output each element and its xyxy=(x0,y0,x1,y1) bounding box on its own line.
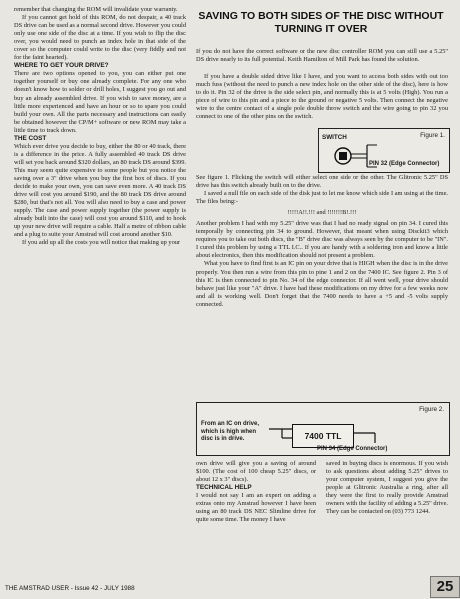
file-names: !!!!!A!!.!!! and !!!!!!!B!.!!! xyxy=(287,209,357,217)
article-title-line-2: TURNING IT OVER xyxy=(274,23,368,35)
heading-technical-help: TECHNICAL HELP xyxy=(196,484,252,492)
figure-1-caption: Figure 1. xyxy=(420,132,445,139)
figure-2-caption: Figure 2. xyxy=(419,406,444,413)
switch-paragraph-a-text: If you have a double sided drive like I have, and you want to access both sides with out too much fuss (without the need to punch a new index hole on the other side of the disc), here is how to do it. Pin 32 of the drive is the side select pin, and normally this is at 5 volts (High). You run a piece of wire to this pin and a piece to the ground or negative 5 volts. Then connect the negative wire to the centre contact of a single pole double throw switch and the wire going to pin 32 you connect to one of the other pins on the switch. xyxy=(196,73,448,121)
cost-summary-paragraph: If you add up all the costs you will notice that making up your xyxy=(22,239,181,247)
middle-bottom-column xyxy=(196,460,316,524)
glitronic-paragraph: saved in buying discs is enormous. If you wish to ask questions about adding 5.25" drives to your computer system, I suggest you give the people at Glitronic Australia a ring, after all they were the first to really provide Amstrad owners with the facility of adding a 5.25" drive. They can be contacted on (03) 773 1244. xyxy=(326,460,448,516)
switch-label: SWITCH xyxy=(322,134,347,141)
rom-paragraph: If you cannot get hold of this ROM, do not despair, a 40 track DS drive can be used as a normal second drive. However you could only use one side of the disc at a time. If you wish to flip the disc over, you would need to punch an index hole in that side of the cover so the computer could write to the disc (very fiddly and not for the faint hearted). xyxy=(14,14,186,62)
intro-text: remember that changing the ROM will invalidate your warranty. xyxy=(14,6,178,13)
null-file-paragraph: I saved a null file on each side of the disk just to let me know which side I am using at the time. The files being:- xyxy=(196,190,448,206)
article-title xyxy=(190,10,452,36)
ttl-chip: 7400 TTL xyxy=(292,424,354,448)
intro-solution-paragraph: If you do not have the correct software or the new disc controller ROM you can still use a 5.25" DS drive nearly to its full potential. Keith Hamilton of Mill Park has found the solution. xyxy=(196,48,448,64)
right-column-upper xyxy=(196,48,448,64)
right-column-mid xyxy=(196,174,448,309)
technical-help-paragraph: I would not say I am an expert on adding a extras onto my Amstrad however I have been using an 80 track DS NEC Slimline drive for quite some time. The money I have xyxy=(196,492,316,524)
switch-paragraph-b: See figure 1. Flicking the switch will either select one side or the other. The Glitronic 5.25" DS drive has this switch already built on to the drive. xyxy=(196,174,448,190)
heading-where-to-get: WHERE TO GET YOUR DRIVE? xyxy=(14,62,109,70)
from-label-line-2: which is high when xyxy=(201,428,257,435)
figure-2-pin-label: PIN 34 (Edge Connector) xyxy=(317,446,388,452)
from-label-line-1: From an IC on drive, xyxy=(201,421,260,427)
figure-2 xyxy=(196,402,450,456)
article-title-line-1: SAVING TO BOTH SIDES OF THE DISC WITHOUT xyxy=(198,10,444,22)
ready-signal-paragraph: Another problem I had with my 5.25" drive was that I had no ready signal on pin 34. I cured this temporally by connecting pin 34 to ground. However, that meant when using Disckit3 which requires you to take out both discs, the "B" drive disc was always seen by the computer to be "IN". I cured this problem by using a TTL I.C.. If you are handy with a soldering iron and know a little about electronics, then this modification should not present a problem. xyxy=(196,220,448,260)
saving-paragraph: own drive will give you a saving of around $100. (The cost of 100 cheap 5.25" discs, or about 12 x 3" discs). xyxy=(196,460,316,484)
ic-pin-paragraph: What you have to find first is an IC pin on your drive that is HIGH when the disc is in the drive properly. You then run a wire from this pin to pine 1 and 2 on the 7400 IC. See figure 2. Pin 3 of this IC is then connected to pin No. 34 of the edge connector. If all went well, your drive should behave just like your "A" drive. I have had these modifications on my drive for a few weeks now and all is working well. Don't forget that the 7400 needs to have a +5 and -5 volts supply connected. xyxy=(196,260,448,308)
page-number: 25 xyxy=(430,576,460,598)
heading-cost: THE COST xyxy=(14,134,47,142)
footer-text: THE AMSTRAD USER - Issue 42 - JULY 1988 xyxy=(5,585,135,592)
cost-paragraph: Which ever drive you decide to buy, either the 80 or 40 track, there is a difference in the price. A fully assembled 40 track DS drive will set you back around $320 dollars, an 80 track DS around $399. This may seem quite expensive to some people but you notice the saving over a 3" drive when you buy the first box of discs. If you decide to make your own, you can save even more. A 40 track DS drive will cost you around $190, and the 80 track DS drive around $280, but that's not all. You will also need to buy a case and power supply. The case and power supply together (the power supply is already built into the case) will cost you around $110, and to hook up your new drive will require a cable. Half a metre of ribbon cable and a plug to suite your Amstrad will cost around another $10. xyxy=(14,142,186,239)
right-bottom-column xyxy=(326,460,448,516)
figure-1 xyxy=(318,128,450,173)
left-column xyxy=(14,6,186,247)
figure-1-pin-label: PIN 32 (Edge Connector) xyxy=(369,161,440,167)
options-paragraph: There are two options opened to you, you can either put one together yourself or buy one already complete. For any one who doesn't know how to solder or drill holes, I suggest you go out and buy an already assembled drive. If you wish to save money, are a little more experienced and have an hour or so to spare you could build your own. All the parts necessary and instructions can easily be obtained however the CP/M+ software or new ROM may take a little time to track down. xyxy=(14,70,186,134)
from-label-line-3: disc is in drive. xyxy=(201,436,245,442)
